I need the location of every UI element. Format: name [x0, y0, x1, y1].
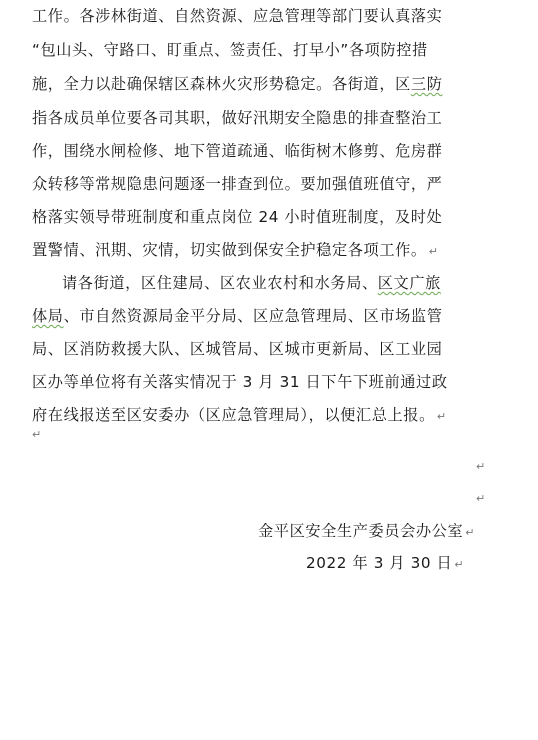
line-text: 指各成员单位要各司其职，做好汛期安全隐患的排查整治工	[32, 109, 443, 127]
paragraph-mark-icon: ↵	[454, 558, 465, 571]
paragraph-mark-icon: ↵	[428, 245, 439, 258]
paragraph-line	[32, 74, 442, 94]
paragraph-line	[32, 240, 439, 262]
paragraph-line	[32, 141, 442, 161]
paragraph-line	[32, 339, 442, 359]
paragraph-line	[32, 174, 442, 194]
paragraph-line	[32, 108, 442, 128]
line-text: 请各街道，区住建局、区农业农村和水务局、	[62, 274, 378, 292]
line-text: 府在线报送至区安委办（区应急管理局），以便汇总上报。	[32, 406, 435, 424]
paragraph-line	[32, 306, 442, 326]
line-text: 置警情、汛期、灾情，切实做到保安全护稳定各项工作。	[32, 241, 427, 259]
organization-text: 金平区安全生产委员会办公室	[258, 522, 464, 540]
line-text: 施，全力以赴确保辖区森林火灾形势稳定。各街道，区	[32, 75, 411, 93]
paragraph-line	[32, 40, 428, 60]
paragraph-line	[32, 207, 442, 227]
paragraph-mark-icon: ↵	[32, 428, 42, 441]
paragraph-mark-icon: ↵	[476, 460, 486, 473]
line-text: 众转移等常规隐患问题逐一排查到位。要加强值班值守，严	[32, 175, 443, 193]
paragraph-line	[32, 405, 447, 427]
line-text: 工作。各涉林街道、自然资源、应急管理等部门要认真落实	[32, 7, 443, 25]
paragraph-line	[32, 372, 448, 392]
line-text: 格落实领导带班制度和重点岗位 24 小时值班制度，及时处	[32, 208, 443, 226]
spellcheck-word: 三防	[410, 75, 443, 93]
paragraph-mark-icon: ↵	[436, 410, 447, 423]
paragraph-line	[32, 6, 442, 26]
spellcheck-word: 区文广旅	[377, 274, 441, 292]
signature-organization	[258, 521, 475, 543]
paragraph-line	[62, 273, 441, 293]
spellcheck-word: 体局	[32, 307, 64, 325]
line-text: 区办等单位将有关落实情况于 3 月 31 日下午下班前通过政	[32, 373, 448, 391]
line-text: “包山头、守路口、盯重点、签责任、打早小”各项防控措	[32, 41, 428, 59]
paragraph-mark-icon: ↵	[465, 526, 476, 539]
line-text: 、市自然资源局金平分局、区应急管理局、区市场监管	[63, 307, 443, 325]
paragraph-mark-icon: ↵	[476, 492, 486, 505]
date-text: 2022 年 3 月 30 日	[306, 554, 453, 572]
line-text: 局、区消防救援大队、区城管局、区城市更新局、区工业园	[32, 340, 443, 358]
line-text: 作，围绕水闸检修、地下管道疏通、临街树木修剪、危房群	[32, 142, 443, 160]
signature-date	[306, 553, 464, 575]
